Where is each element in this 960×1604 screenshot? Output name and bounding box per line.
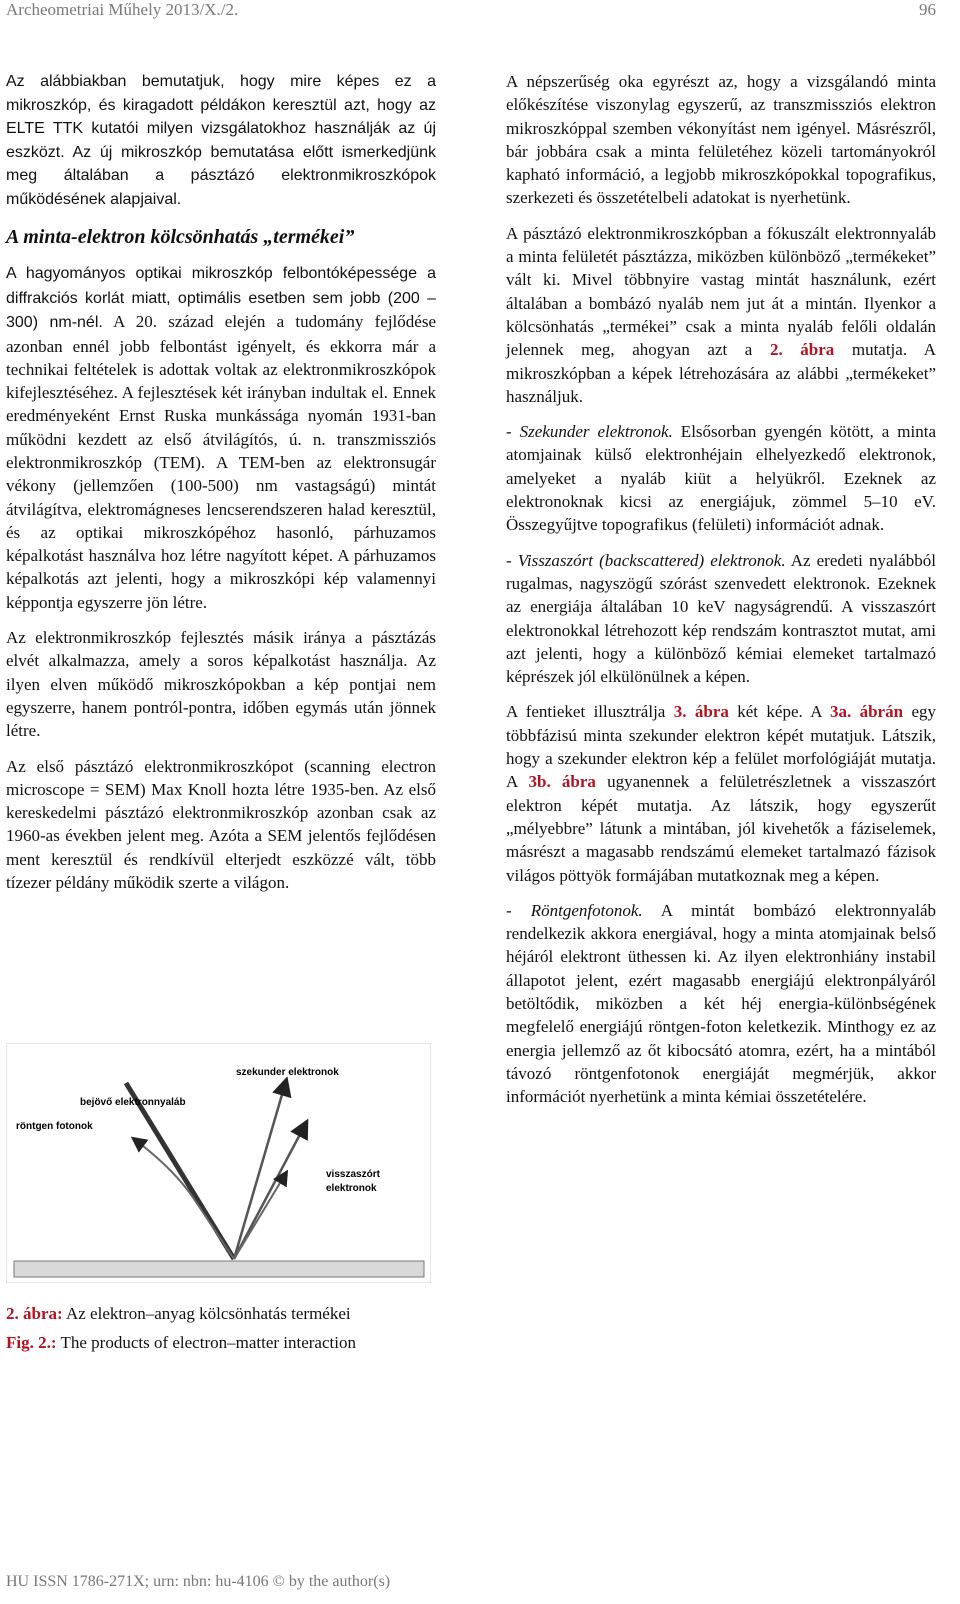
body-paragraph: Az első pásztázó elektronmikroszkópot (scanning electron microscope = SEM) Max Knoll hozta létre 1935-ben. Az első kereskedelmi pásztázó elektronmikroszkóp azonban csak az 1960-as években jelent meg. Azóta a SEM jelentős fejlődésen ment keresztül és rendkívül elterjedt eszközzé vált, több tízezer példány működik szerte a világon. (6, 756, 436, 893)
text-run: egy többfázisú minta szekunder elektron képét mutatjuk. Látszik, hogy a szekunder elektron kép a felület morfológiáját mutatja. A (506, 702, 936, 792)
caption-text-en: The products of electron–matter interaction (56, 1333, 356, 1352)
label-xray: röntgen fotonok (16, 1121, 93, 1132)
body-paragraph: Az elektronmikroszkóp fejlesztés másik iránya a pásztázás elvét alkalmazza, amely a soros képalkotást használja. Az ilyen elven működő mikroszkópokban a kép pontjai nem egyszerre, hanem pontról-pontra, időben egymás után jönnek létre. (6, 628, 436, 741)
text-run: Elsősorban gyengén kötött, a minta atomjainak külső elektronhéjain elhelyezkedő elektronok, amelyeket a nyaláb kiüt a helyükről. Ezeknek az elektronoknak kicsi az energiájuk, zömmel 5–10 eV. Összegyűjtve topografikus (felületi) információt adnak. (506, 422, 936, 535)
footer-issn: HU ISSN 1786-271X; urn: nbn: hu-4106 © by the author(s) (6, 1573, 391, 1590)
term-xray: Röntgenfotonok. (530, 900, 643, 920)
body-paragraph (506, 700, 936, 886)
label-incident: bejövő elektronnyaláb (80, 1097, 186, 1108)
figure-caption-hu (6, 1304, 351, 1324)
label-backscattered-1: visszaszórt (326, 1169, 380, 1180)
right-column (506, 70, 936, 1120)
text-run: Az eredeti nyalábból rugalmas, nagyszögű szórást szenvedett elektronok. Ezeknek az energiája általában 10 keV nagyságrendű. A visszaszórt elektronokkal létrehozott kép rendszám kontrasztot mutat, ami azt jelenti, hogy a különböző kémiai elemeket tartalmazó képrészek jól elkülönülnek a képen. (506, 550, 936, 687)
paragraph-sans-part: A hagyományos optikai mikroszkóp felbontóképessége a diffrakciós korlát miatt, optimális esetben sem jobb (200 – 300) nm-nél. (6, 265, 436, 331)
specimen-slab (14, 1261, 424, 1277)
body-paragraph (506, 899, 936, 1109)
body-paragraph (506, 549, 936, 689)
body-paragraph: A népszerűség oka egyrészt az, hogy a vizsgálandó minta előkészítése viszonylag egyszerű, az transzmissziós elektron mikroszkóppal szemben vékonyítást nem igényel. Másrészről, bár jobbára csak a minta felületéhez közeli tartományokról kapható információ, a legjobb mikroszkópokkal topografikus, szerkezeti és összetételbeli adatokat is nyerhetünk. (506, 72, 936, 208)
label-backscattered-2: elektronok (326, 1183, 377, 1194)
body-paragraph (6, 261, 436, 614)
running-header (6, 0, 936, 24)
text-run: A pásztázó elektronmikroszkópban a fókuszált elektronnyaláb a minta felületét pásztázza, miközben különböző „termékeket” vált ki. Mivel többnyire vastag mintát használunk, ezért általában a bombázó nyaláb nem jut át a mintán. Ilyenkor a kölcsönhatás „termékei” csak a minta nyaláb felőli oldalán jelennek meg, ahogyan azt a (506, 223, 936, 360)
figure-reference: 2. ábra (769, 340, 835, 360)
paragraph-serif-part: A 20. század elején a tudomány fejlődése azonban ennél jobb felbontást igényelt, és ekkorra már a technikai feltételek is adottak voltak az elektronmikroszkópok kifejlesztéséhez. A fejlesztések két irányban indultak el. Ennek eredményeként Ernst Ruska munkássága nyomán 1931-ban működni kezdett az első átvilágítós, ú. n. transzmissziós elektronmikroszkóp (TEM). A TEM-ben az elektronsugár vékony (jellemzően (100-500) nm vastagságú) mintát átvilágítva, elektromágneses lencserendszeren halad keresztül, és az optikai mikroszkópéhoz hasonló, párhuzamos képalkotást használva hoz létre nagyított képet. A párhuzamos képalkotás azt jelenti, hogy a mikroszkópi kép valamennyi képpontja egyszerre jön létre. (6, 312, 436, 612)
text-run: - (506, 900, 531, 920)
caption-text-hu: Az elektron–anyag kölcsönhatás termékei (62, 1304, 351, 1323)
section-heading: A minta-elektron kölcsönhatás „termékei” (6, 226, 355, 248)
body-paragraph (506, 222, 936, 408)
figure-reference: 3b. ábra (528, 772, 596, 792)
figure-caption-en (6, 1333, 356, 1353)
text-run: - (506, 550, 518, 570)
figure-frame (6, 1043, 431, 1283)
caption-label-en: Fig. 2.: (6, 1333, 57, 1352)
text-run: két képe. A (728, 702, 830, 722)
left-column (6, 70, 436, 906)
interaction-diagram (6, 1043, 431, 1283)
journal-title: Archeometriai Műhely 2013/X./2. (6, 0, 239, 19)
body-paragraph (506, 420, 936, 536)
intro-paragraph: Az alábbiakban bemutatjuk, hogy mire képes ez a mikroszkóp, és kiragadott példákon keresztül azt, hogy az ELTE TTK kutatói milyen vizsgálatokhoz használják az új eszközt. Az új mikroszkóp bemutatása előtt ismerkedjünk meg általában a pásztázó elektronmikroszkópok működésének alapjaival. (6, 73, 436, 208)
figure-reference: 3. ábra (673, 702, 729, 722)
term-backscattered: Visszaszórt (backscattered) elektronok. (517, 550, 786, 570)
label-secondary: szekunder elektronok (236, 1067, 339, 1078)
caption-label-hu: 2. ábra: (6, 1304, 63, 1323)
text-run: ugyanennek a felületrészletnek a visszaszórt elektron képét mutatja. Az látszik, hogy egyszerűt „mélyebbre” látunk a mintában, jól kivehetők a fáziselemek, másrészt a magasabb rendszámú elemeket tartalmazó fázisok világos pöttyök formájában mutatkoznak meg a képen. (506, 772, 936, 885)
text-run: A fentieket illusztrálja (506, 702, 674, 722)
text-run: A mintát bombázó elektronnyaláb rendelkezik akkora energiával, hogy a minta atomjainak belső héjáról elektront üthessen ki. Az ilyen elektronhiány instabil állapotot jelent, ezért magasabb energiájú elektronpályáról betöltődik, miközben a két héj energia-különbségének megfelelő energiájú röntgen-foton keletkezik. Minthogy ez az energia jellemző az őt kibocsátó atomra, ezért, ha a mintából távozó röntgenfotonok energiáját megmérjük, akkor információt nyerhetünk a minta kémiai összetételére. (506, 900, 936, 1107)
text-run: mutatja. A mikroszkópban a képek létrehozására az alábbi „termékeket” használjuk. (506, 340, 936, 406)
text-run: - (506, 422, 520, 442)
figure-reference: 3a. ábrán (829, 702, 904, 722)
page-number: 96 (919, 0, 936, 19)
term-secondary: Szekunder elektronok. (519, 422, 673, 442)
